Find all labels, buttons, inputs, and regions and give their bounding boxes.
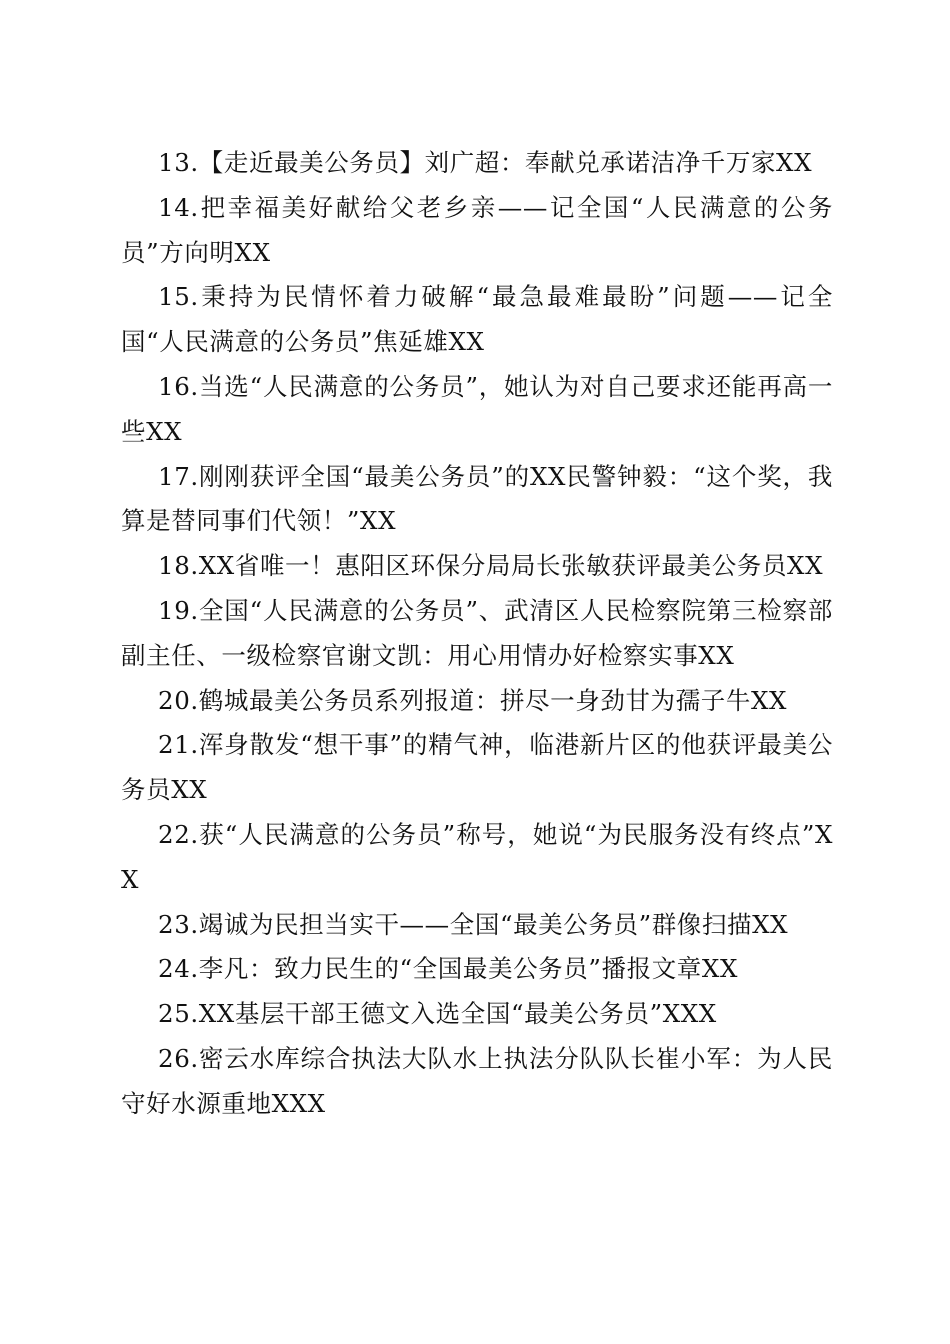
list-item: 15.秉持为民情怀着力破解“最急最难最盼”问题——记全国“人民满意的公务员”焦延雄XX [121, 282, 833, 357]
list-item: 13.【走近最美公务员】刘广超：奉献兑承诺洁净千万家XX [158, 148, 813, 177]
list-item: 19.全国“人民满意的公务员”、武清区人民检察院第三检察部副主任、一级检察官谢文凯：用心用情办好检察实事XX [121, 595, 833, 670]
list-item: 22.获“人民满意的公务员”称号，她说“为民服务没有终点”XX [121, 819, 833, 894]
list-item: 20.鹤城最美公务员系列报道：拼尽一身劲甘为孺子牛XX [158, 685, 788, 715]
list-item: 14.把幸福美好献给父老乡亲——记全国“人民满意的公务员”方向明XX [121, 192, 833, 267]
list-item: 16.当选“人民满意的公务员”，她认为对自己要求还能再高一些XX [121, 371, 833, 446]
list-item: 23.竭诚为民担当实干——全国“最美公务员”群像扫描XX [158, 909, 789, 939]
list-item: 24.李凡：致力民生的“全国最美公务员”播报文章XX [158, 954, 738, 984]
list-item: 21.浑身散发“想干事”的精气神，临港新片区的他获评最美公务员XX [121, 730, 833, 805]
list-item: 26.密云水库综合执法大队水上执法分队队长崔小军：为人民守好水源重地XXX [121, 1043, 833, 1118]
list-item: 25.XX基层干部王德文入选全国“最美公务员”XXX [158, 999, 717, 1029]
document-body [121, 141, 833, 1127]
list-item: 18.XX省唯一！惠阳区环保分局局长张敏获评最美公务员XX [158, 551, 824, 581]
list-item: 17.刚刚获评全国“最美公务员”的XX民警钟毅：“这个奖，我算是替同事们代领！”XX [121, 461, 833, 536]
